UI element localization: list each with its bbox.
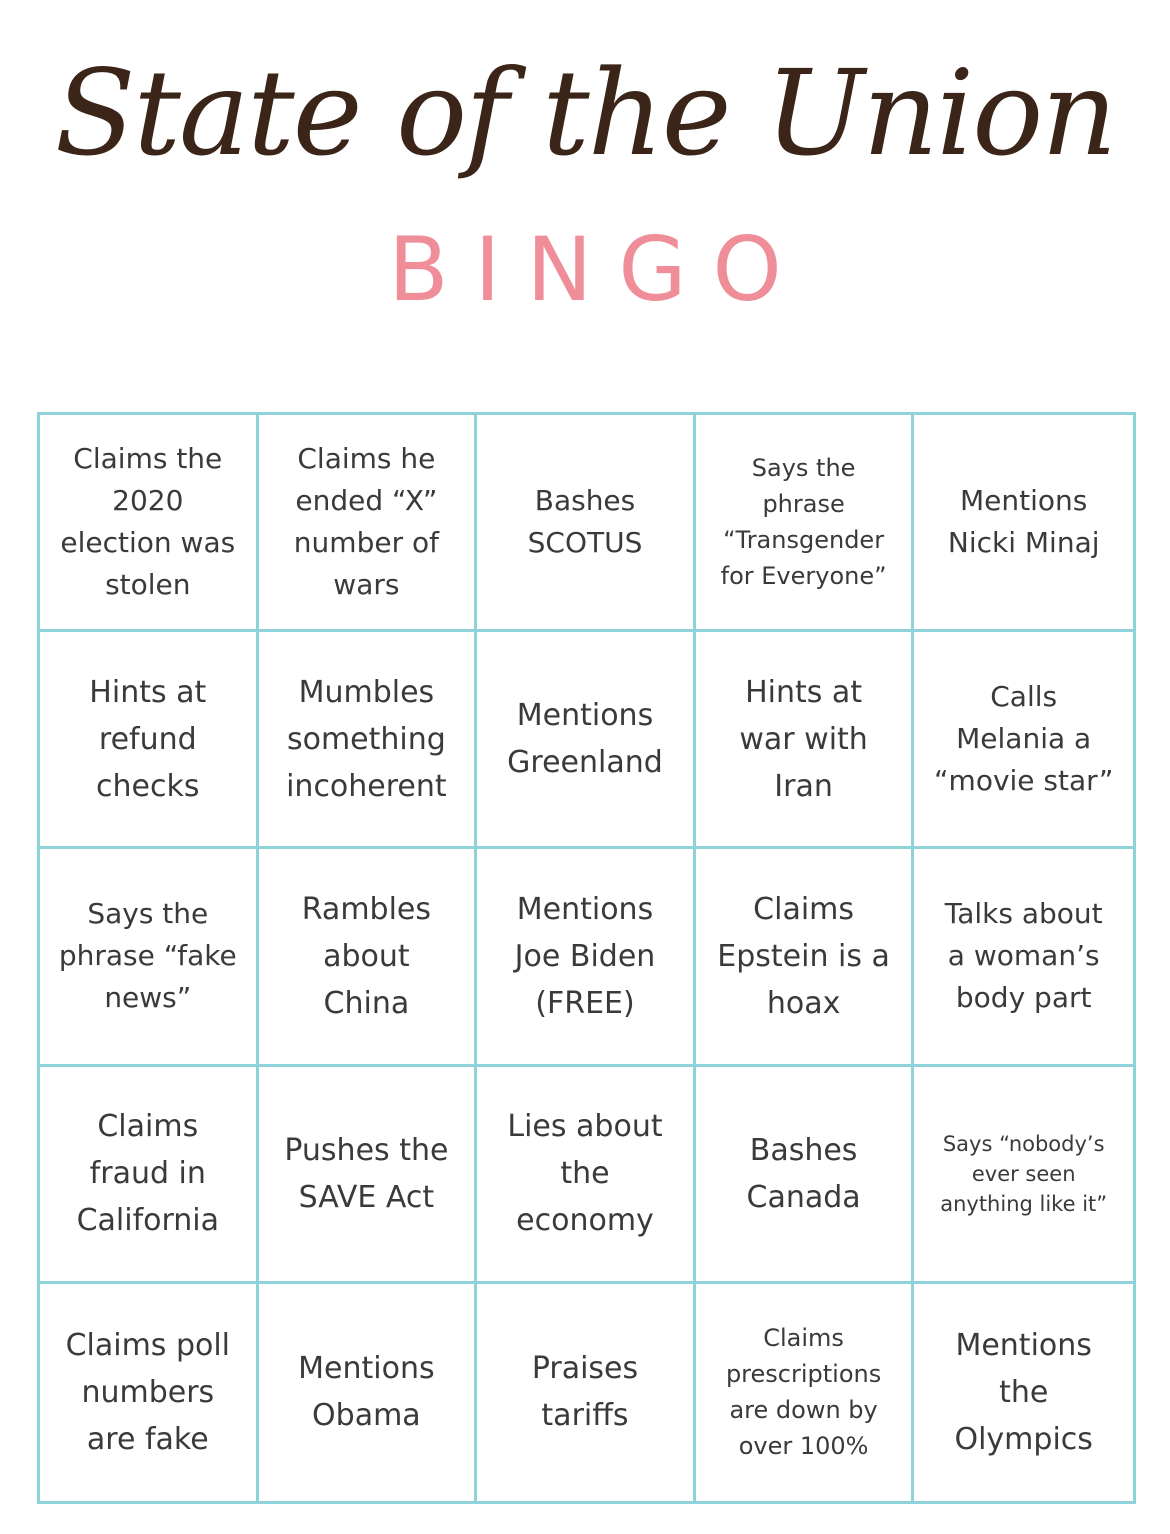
bingo-cell-label: Claims fraud in California [76,1109,220,1239]
bingo-cell-label: Mentions Nicki Minaj [947,484,1100,560]
bingo-cell[interactable] [259,415,478,632]
bingo-cell-label: Talks about a woman’s body part [944,897,1103,1015]
bingo-cell[interactable] [40,1067,259,1284]
bingo-cell[interactable] [696,849,915,1066]
bingo-cell-label: Says the phrase “Transgender for Everyone” [720,454,887,591]
bingo-cell-label: Says the phrase “fake news” [58,897,237,1015]
bingo-cell[interactable] [477,415,696,632]
bingo-cell-label: Lies about the economy [507,1109,663,1239]
bingo-cell[interactable] [914,415,1133,632]
bingo-cell[interactable] [40,849,259,1066]
bingo-cell-label: Mentions Joe Biden (FREE) [514,891,656,1021]
bingo-cell[interactable] [40,1284,259,1501]
bingo-cell[interactable] [696,1067,915,1284]
bingo-cell-label: Bashes SCOTUS [527,484,643,560]
bingo-cell-label: Rambles about China [301,891,432,1021]
bingo-cell[interactable] [477,1067,696,1284]
bingo-cell-label: Bashes Canada [746,1132,861,1215]
bingo-cell[interactable] [259,632,478,849]
bingo-cell-label: Claims poll numbers are fake [65,1327,231,1457]
bingo-cell-label: Claims the 2020 election was stolen [60,442,236,602]
bingo-cell-label: Claims he ended “X” number of wars [293,442,439,602]
bingo-cell[interactable] [477,632,696,849]
bingo-cell-label: Says “nobody’s ever seen anything like it” [940,1131,1108,1216]
bingo-cell-label: Mentions Obama [298,1351,435,1434]
bingo-cell[interactable] [477,849,696,1066]
bingo-cell[interactable] [696,415,915,632]
bingo-cell-label: Calls Melania a “movie star” [934,680,1114,798]
bingo-cell[interactable] [914,849,1133,1066]
bingo-cell[interactable] [696,1284,915,1501]
bingo-cell-label: Pushes the SAVE Act [284,1132,449,1215]
bingo-cell[interactable] [914,1284,1133,1501]
bingo-cell-label: Claims prescriptions are down by over 100% [725,1324,882,1461]
bingo-cell-label: Claims Epstein is a hoax [717,891,890,1021]
bingo-cell[interactable] [477,1284,696,1501]
bingo-cell[interactable] [259,1284,478,1501]
bingo-cell[interactable] [696,632,915,849]
bingo-cell-label: Hints at refund checks [89,674,207,804]
bingo-cell-label: Praises tariffs [531,1351,639,1434]
bingo-cell-label: Mentions Greenland [507,698,663,781]
bingo-grid [37,412,1136,1504]
title-state-of-the-union: State of the Union [54,44,1116,182]
bingo-cell[interactable] [914,632,1133,849]
bingo-cell-label: Mumbles something incoherent [286,674,447,804]
title-bingo: BINGO [388,218,808,321]
bingo-cell[interactable] [914,1067,1133,1284]
bingo-cell-label: Hints at war with Iran [739,674,868,804]
bingo-cell[interactable] [40,415,259,632]
bingo-cell-label: Mentions the Olympics [954,1327,1093,1457]
bingo-cell[interactable] [259,1067,478,1284]
bingo-cell[interactable] [40,632,259,849]
bingo-cell[interactable] [259,849,478,1066]
